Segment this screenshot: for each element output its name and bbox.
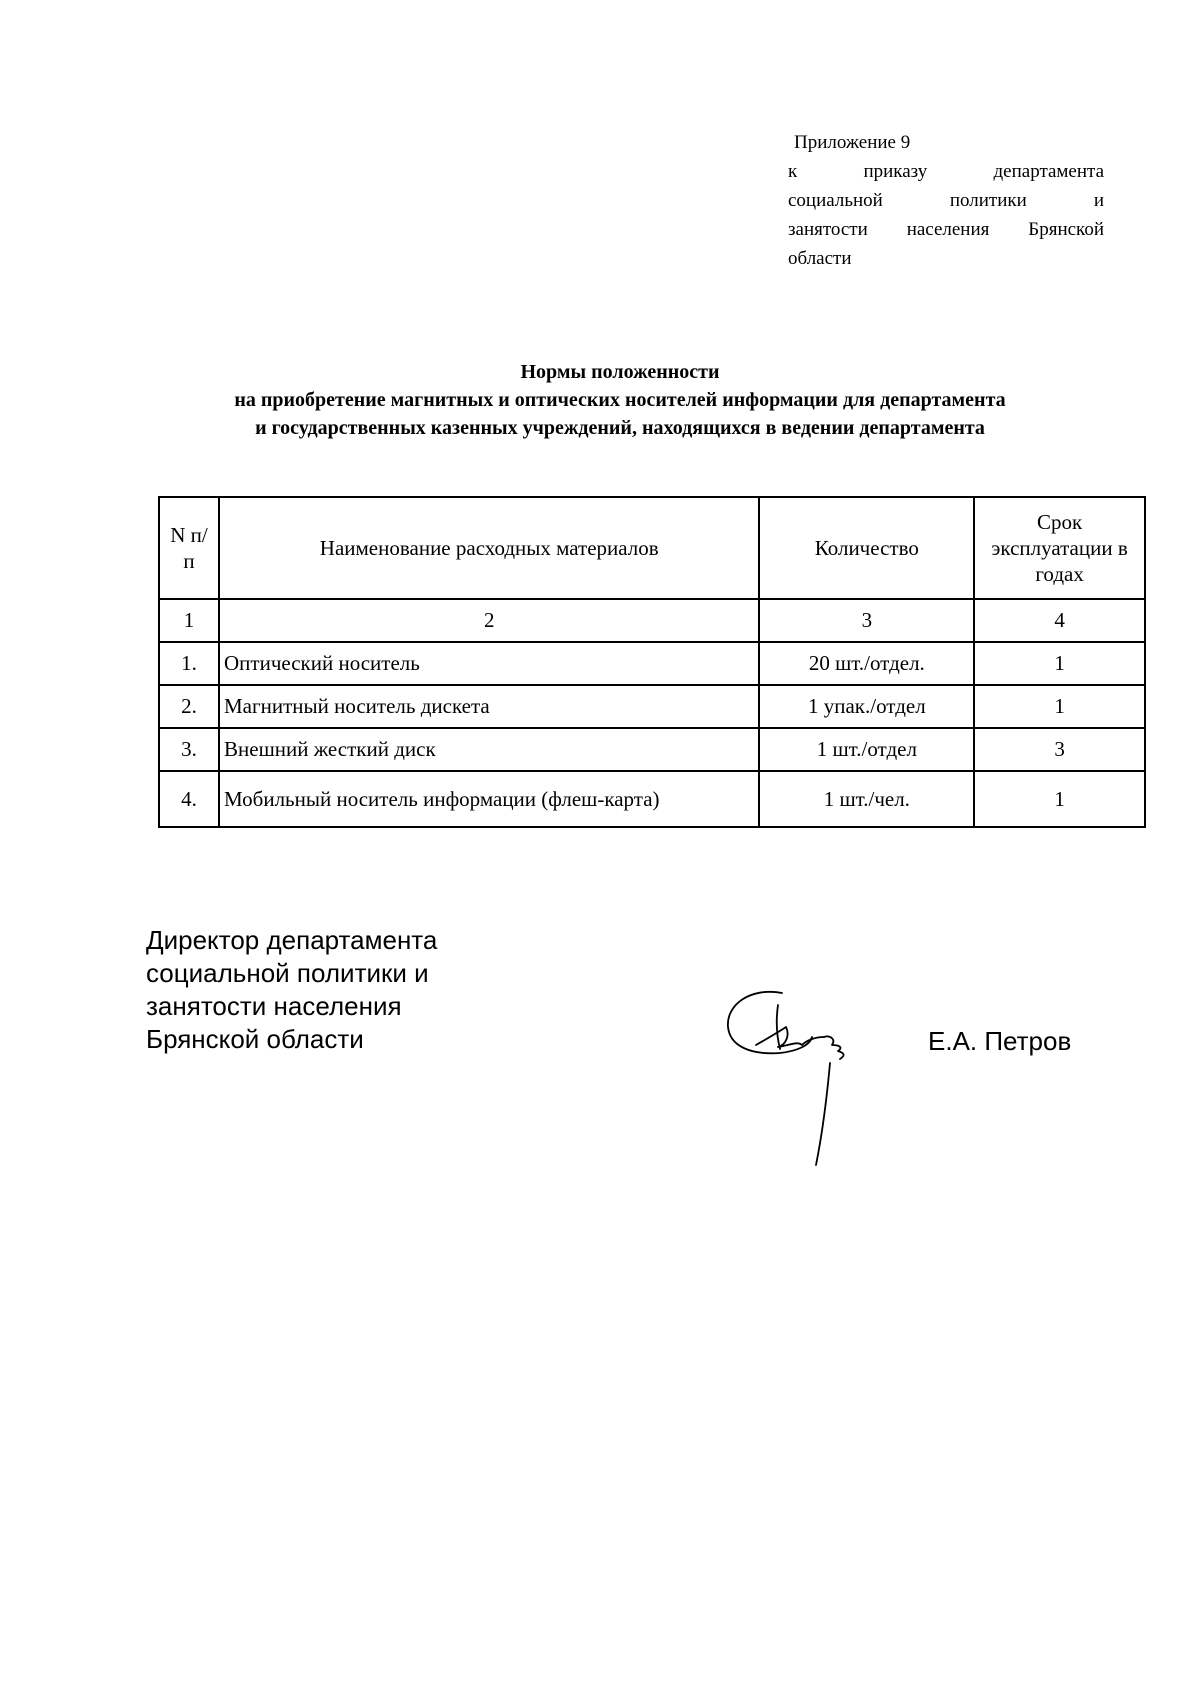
row-name: Мобильный носитель информации (флеш-карта) [219, 771, 759, 827]
appendix-line-3: социальной политики и [788, 190, 1104, 211]
position-line-1: Директор департамента [146, 925, 438, 955]
handwritten-signature [720, 975, 900, 1175]
table-row [159, 642, 1145, 685]
row-num: 1. [159, 642, 219, 685]
row-num: 4. [159, 771, 219, 827]
row-quantity: 1 шт./чел. [759, 771, 974, 827]
heading-title: Нормы положенности [520, 361, 720, 383]
column-number: 3 [759, 599, 974, 642]
header-num: N п/п [159, 497, 219, 599]
table-row [159, 728, 1145, 771]
column-number: 2 [219, 599, 759, 642]
header-term: Срок эксплуатации в годах [974, 497, 1145, 599]
row-term: 1 [974, 685, 1145, 728]
row-num: 3. [159, 728, 219, 771]
signer-name: Е.А. Петров [928, 1026, 1072, 1056]
position-line-2: социальной политики и [146, 958, 429, 988]
document-heading [140, 358, 1100, 442]
norms-table [158, 496, 1146, 828]
row-name: Внешний жесткий диск [219, 728, 759, 771]
table-header-row [159, 497, 1145, 599]
appendix-line-2: к приказу департамента [788, 161, 1104, 182]
position-line-4: Брянской области [146, 1024, 364, 1054]
row-term: 3 [974, 728, 1145, 771]
heading-line-2: на приобретение магнитных и оптических носителей информации для департамента [234, 389, 1006, 411]
column-number: 1 [159, 599, 219, 642]
appendix-line-5: области [788, 248, 852, 269]
row-term: 1 [974, 771, 1145, 827]
appendix-block [788, 128, 1104, 273]
column-number: 4 [974, 599, 1145, 642]
row-quantity: 1 упак./отдел [759, 685, 974, 728]
appendix-title: Приложение 9 [794, 132, 911, 153]
row-num: 2. [159, 685, 219, 728]
row-quantity: 20 шт./отдел. [759, 642, 974, 685]
position-line-3: занятости населения [146, 991, 402, 1021]
row-quantity: 1 шт./отдел [759, 728, 974, 771]
appendix-line-4: занятости населения Брянской [788, 219, 1104, 240]
row-name: Оптический носитель [219, 642, 759, 685]
header-quantity: Количество [759, 497, 974, 599]
row-name: Магнитный носитель дискета [219, 685, 759, 728]
table-row [159, 771, 1145, 827]
table-row [159, 685, 1145, 728]
heading-line-3: и государственных казенных учреждений, находящихся в ведении департамента [255, 417, 985, 439]
row-term: 1 [974, 642, 1145, 685]
director-position [146, 924, 437, 1056]
column-numbers-row [159, 599, 1145, 642]
header-name: Наименование расходных материалов [219, 497, 759, 599]
